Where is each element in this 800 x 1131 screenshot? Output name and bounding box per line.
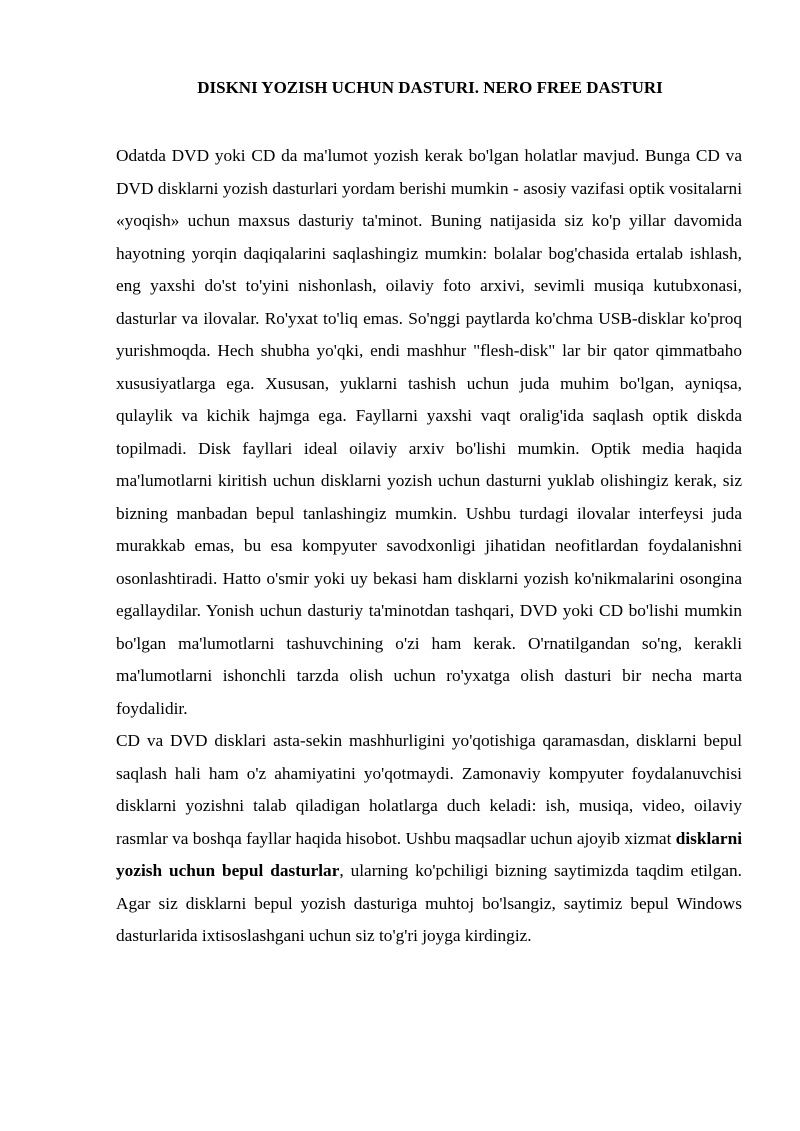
paragraph-2-text-start: CD va DVD disklari asta-sekin mashhurligini yo'qotishiga qaramasdan, disklarni bepul saqlash hali ham o'z ahamiyatini yo'qotmaydi. Zamonaviy kompyuter foydalanuvchisi disklarni yozishni talab qiladigan holatlarga duch keladi: ish, musiqa, video, oilaviy rasmlar va boshqa fayllar haqida hisobot. Ushbu maqsadlar uchun ajoyib xizmat (116, 731, 742, 848)
paragraph-2-text-end: , ularning ko'pchiligi bizning saytimizda taqdim etilgan. Agar siz disklarni bepul yozish dasturiga muhtoj bo'lsangiz, saytimiz bepul Windows dasturlarida ixtisoslashgani uchun siz to'g'ri joyga kirdingiz. (116, 861, 742, 945)
paragraph-2-bold-phrase: disklarni yozish uchun bepul dasturlar (116, 828, 742, 880)
paragraph-1: Odatda DVD yoki CD da ma'lumot yozish kerak bo'lgan holatlar mavjud. Bunga CD va DVD disklarni yozish dasturlari yordam berishi mumkin - asosiy vazifasi optik vositalarni «yoqish» uchun maxsus dasturiy ta'minot. Buning natijasida siz ko'p yillar davomida hayotning yorqin daqiqalarini saqlashingiz mumkin: bolalar bog'chasida ertalab ishlash, eng yaxshi do'st to'yini nishonlash, oilaviy foto arxivi, sevimli musiqa kutubxonasi, dasturlar va ilovalar. Ro'yxat to'liq emas. So'nggi paytlarda ko'chma USB-disklar ko'proq yurishmoqda. Hech shubha yo'qki, endi mashhur "flesh-disk" lar bir qator qimmatbaho xususiyatlarga ega. Xususan, yuklarni tashish uchun juda muhim bo'lgan, ayniqsa, qulaylik va kichik hajmga ega. Fayllarni yaxshi vaqt oralig'ida saqlash optik diskda topilmadi. Disk fayllari ideal oilaviy arxiv bo'lishi mumkin. Optik media haqida ma'lumotlarni kiritish uchun disklarni yozish uchun dasturni yuklab olishingiz kerak, siz bizning manbadan bepul tanlashingiz mumkin. Ushbu turdagi ilovalar interfeysi juda murakkab emas, bu esa kompyuter savodxonligi jihatidan neofitlardan foydalanishni osonlashtiradi. Hatto o'smir yoki uy bekasi ham disklarni yozish ko'nikmalarini osongina egallaydilar. Yonish uchun dasturiy ta'minotdan tashqari, DVD yoki CD bo'lishi mumkin bo'lgan ma'lumotlarni tashuvchining o'zi ham kerak. O'rnatilgandan so'ng, kerakli ma'lumotlarni ishonchli tarzda olish uchun ro'yxatga olish dasturi bir necha marta foydalidir. (116, 146, 742, 718)
paragraph-2 (116, 725, 742, 953)
document-title: DISKNI YOZISH UCHUN DASTURI. NERO FREE DASTURI (197, 78, 663, 97)
document-body (116, 140, 742, 953)
